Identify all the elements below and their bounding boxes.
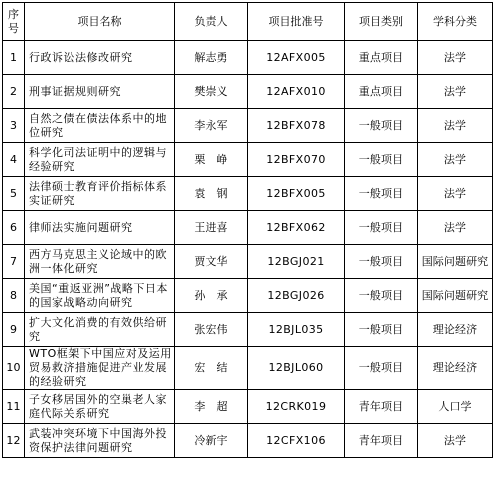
- table-body: [3, 41, 493, 458]
- cell-leader: 栗 峥: [175, 143, 248, 177]
- cell-leader: 宏 结: [175, 347, 248, 390]
- cell-project-name: 科学化司法证明中的逻辑与经验研究: [25, 143, 175, 177]
- cell-project-category: 一般项目: [345, 109, 418, 143]
- cell-approval-number: 12CFX106: [248, 424, 345, 458]
- cell-leader: 孙 承: [175, 279, 248, 313]
- cell-discipline: 国际问题研究: [418, 279, 493, 313]
- cell-project-name: WTO框架下中国应对及运用贸易救济措施促进产业发展的经验研究: [25, 347, 175, 390]
- project-table: [2, 2, 493, 458]
- table-row: [3, 41, 493, 75]
- cell-index: 10: [3, 347, 25, 390]
- cell-leader: 冷新宇: [175, 424, 248, 458]
- cell-approval-number: 12AFX005: [248, 41, 345, 75]
- cell-approval-number: 12BFX078: [248, 109, 345, 143]
- table-row: [3, 424, 493, 458]
- cell-discipline: 法学: [418, 143, 493, 177]
- table-row: [3, 347, 493, 390]
- cell-project-name: 扩大文化消费的有效供给研究: [25, 313, 175, 347]
- cell-project-name: 自然之债在债法体系中的地位研究: [25, 109, 175, 143]
- cell-discipline: 国际问题研究: [418, 245, 493, 279]
- cell-project-category: 一般项目: [345, 313, 418, 347]
- header-row: [3, 3, 493, 41]
- cell-index: 4: [3, 143, 25, 177]
- cell-discipline: 法学: [418, 211, 493, 245]
- cell-project-name: 武装冲突环境下中国海外投资保护法律问题研究: [25, 424, 175, 458]
- cell-project-name: 刑事证据规则研究: [25, 75, 175, 109]
- cell-index: 9: [3, 313, 25, 347]
- table-row: [3, 245, 493, 279]
- cell-project-name: 行政诉讼法修改研究: [25, 41, 175, 75]
- cell-index: 2: [3, 75, 25, 109]
- cell-discipline: 法学: [418, 41, 493, 75]
- table-row: [3, 177, 493, 211]
- cell-approval-number: 12BJL035: [248, 313, 345, 347]
- cell-approval-number: 12CRK019: [248, 390, 345, 424]
- cell-leader: 解志勇: [175, 41, 248, 75]
- table-row: [3, 313, 493, 347]
- header-discipline: 学科分类: [418, 3, 493, 41]
- project-table-container: [2, 2, 493, 458]
- cell-index: 5: [3, 177, 25, 211]
- cell-index: 1: [3, 41, 25, 75]
- cell-index: 7: [3, 245, 25, 279]
- cell-discipline: 法学: [418, 109, 493, 143]
- cell-discipline: 理论经济: [418, 313, 493, 347]
- cell-project-category: 一般项目: [345, 245, 418, 279]
- cell-approval-number: 12BGJ026: [248, 279, 345, 313]
- cell-index: 3: [3, 109, 25, 143]
- cell-leader: 李 超: [175, 390, 248, 424]
- cell-discipline: 法学: [418, 177, 493, 211]
- cell-leader: 袁 钢: [175, 177, 248, 211]
- cell-leader: 李永军: [175, 109, 248, 143]
- cell-approval-number: 12BGJ021: [248, 245, 345, 279]
- cell-leader: 贾文华: [175, 245, 248, 279]
- cell-index: 12: [3, 424, 25, 458]
- cell-project-category: 一般项目: [345, 211, 418, 245]
- cell-project-category: 一般项目: [345, 279, 418, 313]
- cell-project-name: 美国“重返亚洲”战略下日本的国家战略动向研究: [25, 279, 175, 313]
- cell-approval-number: 12AFX010: [248, 75, 345, 109]
- table-row: [3, 75, 493, 109]
- cell-project-name: 律师法实施问题研究: [25, 211, 175, 245]
- cell-discipline: 理论经济: [418, 347, 493, 390]
- cell-discipline: 人口学: [418, 390, 493, 424]
- cell-discipline: 法学: [418, 75, 493, 109]
- table-row: [3, 390, 493, 424]
- cell-approval-number: 12BFX062: [248, 211, 345, 245]
- table-row: [3, 143, 493, 177]
- cell-project-name: 法律硕士教育评价指标体系实证研究: [25, 177, 175, 211]
- cell-leader: 樊崇义: [175, 75, 248, 109]
- table-row: [3, 211, 493, 245]
- header-project-name: 项目名称: [25, 3, 175, 41]
- cell-index: 11: [3, 390, 25, 424]
- header-index: 序 号: [3, 3, 25, 41]
- cell-project-category: 一般项目: [345, 177, 418, 211]
- cell-project-category: 青年项目: [345, 424, 418, 458]
- cell-approval-number: 12BJL060: [248, 347, 345, 390]
- cell-project-category: 重点项目: [345, 41, 418, 75]
- cell-project-category: 一般项目: [345, 347, 418, 390]
- header-approval-number: 项目批准号: [248, 3, 345, 41]
- cell-index: 6: [3, 211, 25, 245]
- cell-discipline: 法学: [418, 424, 493, 458]
- header-leader: 负责人: [175, 3, 248, 41]
- table-row: [3, 109, 493, 143]
- cell-index: 8: [3, 279, 25, 313]
- cell-project-name: 子女移居国外的空巢老人家庭代际关系研究: [25, 390, 175, 424]
- cell-project-category: 重点项目: [345, 75, 418, 109]
- cell-project-name: 西方马克思主义论域中的欧洲一体化研究: [25, 245, 175, 279]
- header-project-category: 项目类别: [345, 3, 418, 41]
- table-row: [3, 279, 493, 313]
- cell-project-category: 青年项目: [345, 390, 418, 424]
- cell-leader: 张宏伟: [175, 313, 248, 347]
- cell-project-category: 一般项目: [345, 143, 418, 177]
- cell-approval-number: 12BFX070: [248, 143, 345, 177]
- cell-approval-number: 12BFX005: [248, 177, 345, 211]
- cell-leader: 王进喜: [175, 211, 248, 245]
